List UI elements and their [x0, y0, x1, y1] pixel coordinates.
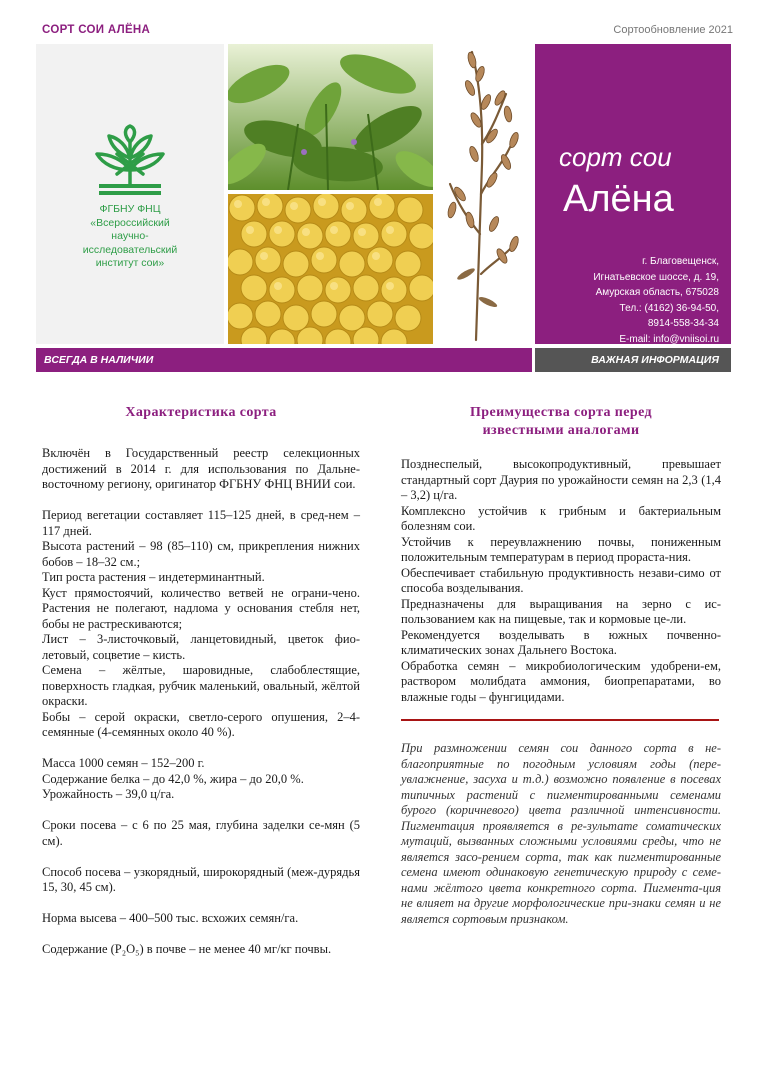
trait-paragraph: Лист – 3-листочковый, ланцетовидный, цветок фио-летовый, соцветие – кисть. — [42, 632, 360, 662]
trait-paragraph: Высота растений – 98 (85–110) см, прикрепления нижних бобов – 18–32 см.; — [42, 539, 360, 569]
advantage-paragraph: Предназначены для выращивания на зерно с ис-пользованием как на пищевые, так и кормовые це-ли. — [401, 596, 721, 626]
institute-name-line: институт сои» — [95, 257, 165, 269]
contact-line: г. Благовещенск, — [642, 256, 719, 267]
advantage-paragraph: Рекомендуется возделывать в южных почвенно-климатических зонах Дальнего Востока. — [401, 627, 721, 657]
contacts-block — [593, 254, 719, 347]
dry-soybean-plant-photo — [436, 44, 532, 344]
registry-paragraph: Включён в Государственный реестр селекционных достижений в 2014 г. для использования по Дальне-восточному региону, оригинатор ФГБНУ ФНЦ ВНИИ сои. — [42, 446, 360, 491]
advantages-column — [401, 404, 721, 927]
variety-banner — [535, 44, 731, 344]
institute-name-line: научно- — [111, 230, 149, 242]
document-title: СОРТ СОИ АЛЁНА — [42, 24, 151, 36]
trait-paragraph: Тип роста растения – индетерминантный. — [42, 570, 265, 584]
institute-name — [36, 203, 224, 271]
advantages-heading-line: Преимущества сорта перед — [470, 405, 652, 420]
trait-paragraph: Бобы – серой окраски, светло-серого опушения, 2–4-семянные (4-семянных около 40 %). — [42, 709, 360, 739]
quality-line: Урожайность – 39,0 ц/га. — [42, 787, 175, 801]
pigmentation-note: При размножении семян сои данного сорта в не-благоприятные по погодным условиям годы (пере-увлажнение, засуха и т.д.) возможно появление в посевах типичных растений с пигментированными семенами бурого (коричневого) цвета различной интенсивности. Пигментация проявляется в ре-зультате соматических мутаций, вызванных сложными условиями среды, что не является засо-рением сорта, так как пигментированные семена имеют одинаковую генетическую природу с семе-нами жёлтого цвета конкретного сорта. Пигмента-ция не влияет на другие морфологические при-знаки семян и не является сортовым признаком. — [401, 741, 721, 926]
institute-name-line: «Всероссийский — [90, 216, 170, 229]
trait-paragraph: Куст прямостоячий, количество ветвей не ограни-чено. Растения не полегают, надлома у основания стебля нет, бобы не растрескиваются; — [42, 585, 360, 631]
contact-line: Игнатьевское шоссе, д. 19, — [593, 271, 719, 283]
soybean-seeds-photo — [228, 194, 433, 344]
institute-name-line: исследовательский — [82, 243, 178, 256]
variety-name: Алёна — [563, 178, 674, 220]
contact-line: Тел.: (4162) 36-94-50, — [619, 302, 719, 314]
quality-line: Масса 1000 семян – 152–200 г. — [42, 756, 205, 770]
contact-line: 8914-558-34-34 — [647, 318, 719, 329]
leaf-sprout-logo-icon — [95, 124, 165, 198]
section-divider — [401, 719, 719, 721]
banner-subtitle: сорт сои — [559, 142, 672, 172]
advantage-paragraph: Устойчив к переувлажнению почвы, пониженным положительным температурам в период прораста-ния. — [401, 534, 721, 564]
advantage-paragraph: Комплексно устойчив к грибным и бактериальным болезням сои. — [401, 503, 721, 533]
trait-paragraph: Семена – жёлтые, шаровидные, слабоблестящие, поверхность гладкая, рубчик маленький, овальный, жёлтой окраски. — [42, 663, 360, 708]
trait-paragraph: Период вегетации составляет 115–125 дней, в сред-нем – 117 дней. — [42, 508, 360, 538]
important-info-bar: ВАЖНАЯ ИНФОРМАЦИЯ — [535, 348, 731, 372]
advantage-paragraph: Обеспечивает стабильную продуктивность незави-симо от способа возделывания. — [401, 565, 721, 595]
edition-label: Сортообновление 2021 — [613, 24, 733, 36]
contact-line: Амурская область, 675028 — [595, 287, 719, 298]
advantages-heading — [401, 404, 721, 440]
soil-phosphorus-paragraph: Содержание (P₂O₅) в почве – не менее 40 мг/кг почвы. — [42, 942, 332, 956]
advantage-paragraph: Обработка семян – микробиологическим удобрени-ем, раствором молибдата аммония, биопрепаратами, во влажные годы – фунгицидами. — [401, 658, 721, 704]
characteristics-heading: Характеристика сорта — [125, 405, 277, 420]
sowing-method-paragraph: Способ посева – узкорядный, широкорядный (меж-дурядья 15, 30, 45 см). — [42, 864, 360, 894]
contact-email: E-mail: info@vniisoi.ru — [619, 333, 719, 345]
always-available-bar: ВСЕГДА В НАЛИЧИИ — [36, 348, 532, 372]
sowing-rate-paragraph: Норма высева – 400–500 тыс. всхожих семян/га. — [42, 911, 299, 925]
soybean-leaves-photo — [228, 44, 433, 190]
advantage-paragraph: Позднеспелый, высокопродуктивный, превышает стандартный сорт Даурия по урожайности семян на 2,3 (1,4 – 3,2) ц/га. — [401, 457, 721, 502]
quality-line: Содержание белка – до 42,0 %, жира – до 20,0 %. — [42, 771, 304, 786]
institute-name-line: ФГБНУ ФНЦ — [99, 203, 161, 215]
characteristics-column — [42, 404, 360, 958]
sowing-time-paragraph: Сроки посева – с 6 по 25 мая, глубина заделки се-мян (5 см). — [42, 818, 360, 848]
advantages-heading-line: известными аналогами — [482, 423, 640, 438]
logo-panel — [36, 44, 224, 344]
